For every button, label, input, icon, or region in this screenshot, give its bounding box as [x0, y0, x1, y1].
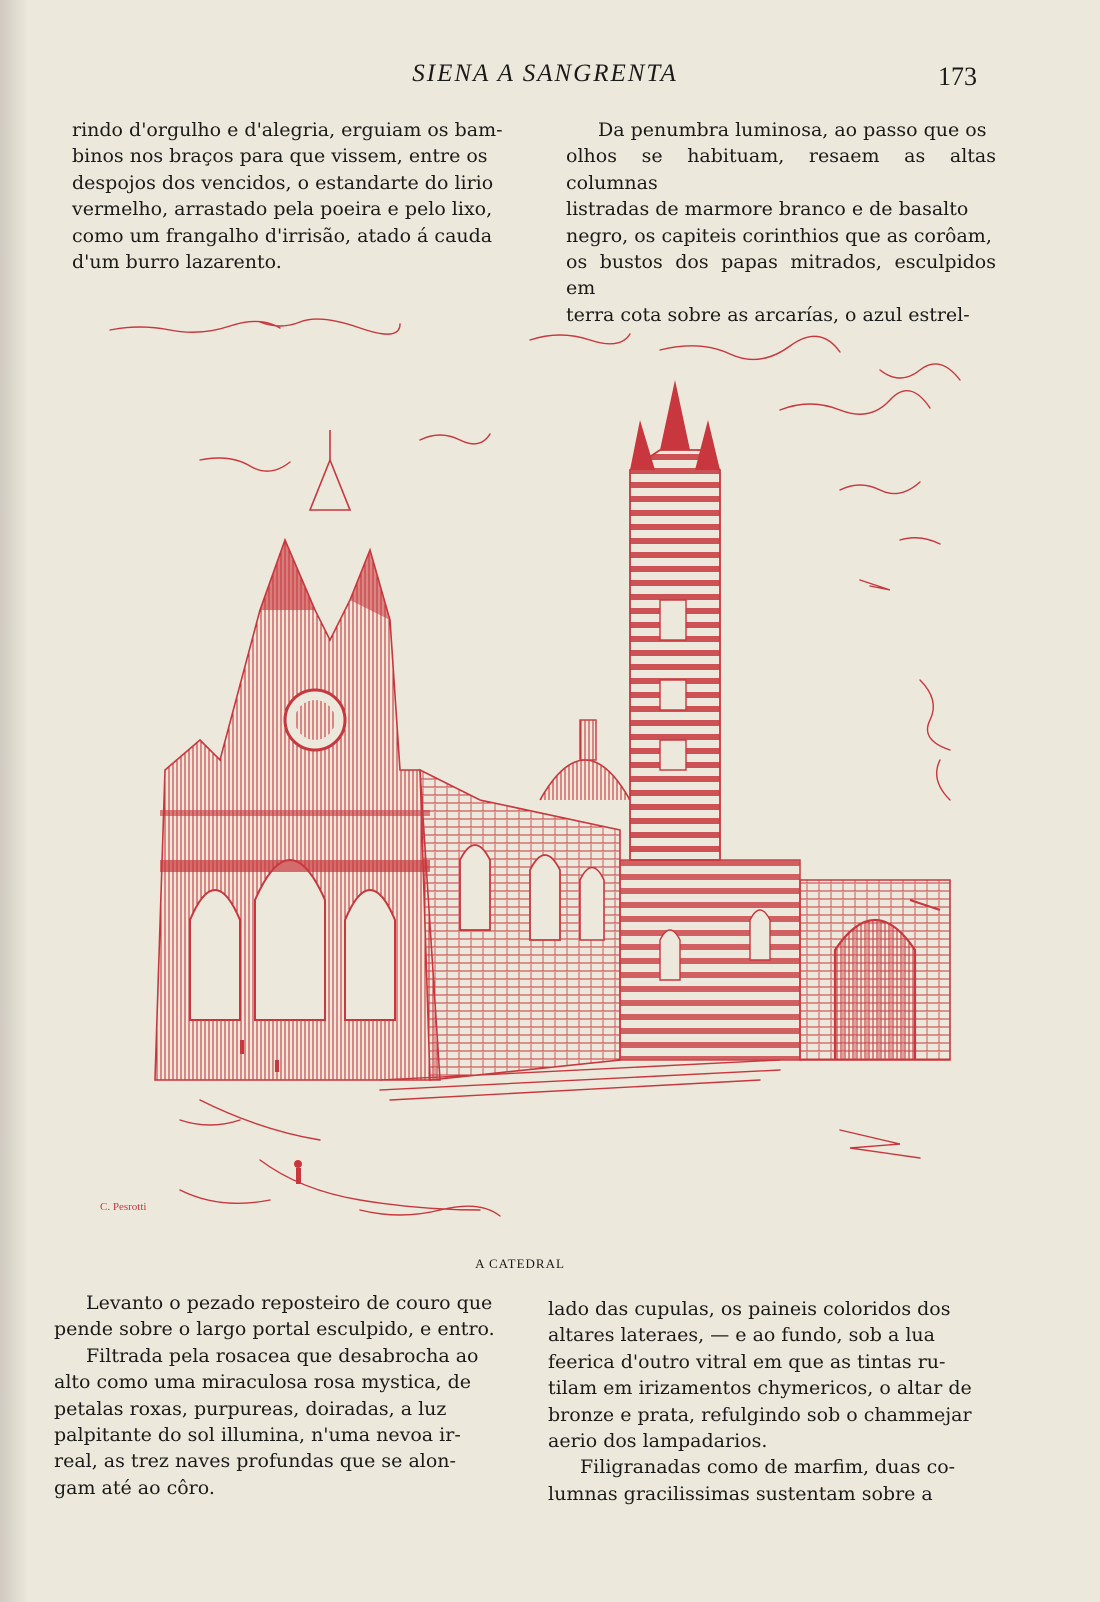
cathedral-dome	[540, 720, 630, 800]
artist-signature: C. Pesrotti	[100, 1201, 147, 1213]
text-line: gam até ao côro.	[54, 1476, 215, 1499]
text-line: olhos se habituam, resaem as altas columnas	[566, 145, 996, 194]
figure-caption: A CATEDRAL	[475, 1256, 565, 1271]
text-line: Filigranadas como de marfim, duas co-	[580, 1456, 956, 1479]
text-line: como um frangalho d'irrisão, atado á cauda	[72, 224, 493, 247]
text-line: os bustos dos papas mitrados, esculpidos em	[566, 251, 996, 300]
steps-and-ground	[180, 1060, 920, 1216]
top-left-column	[72, 117, 522, 275]
text-line: altares lateraes, — e ao fundo, sob a lua	[548, 1324, 935, 1347]
text-line: Filtrada pela rosacea que desabrocha ao	[86, 1344, 479, 1367]
text-line: real, as trez naves profundas que se alon-	[54, 1450, 456, 1473]
text-line: feerica d'outro vitral em que as tintas ru-	[548, 1350, 946, 1373]
running-title: SIENA A SANGRENTA	[412, 60, 678, 87]
cathedral-facade	[155, 430, 440, 1080]
side-building	[620, 860, 950, 1060]
text-line: despojos dos vencidos, o estandarte do lirio	[72, 171, 494, 194]
text-line: alto como uma miraculosa rosa mystica, de	[54, 1371, 472, 1394]
text-line: binos nos braços para que vissem, entre os	[72, 145, 488, 168]
text-line: Levanto o pezado reposteiro de couro que	[86, 1292, 493, 1314]
text-line: terra cota sobre as arcarías, o azul estrel-	[566, 303, 970, 326]
text-line: Da penumbra luminosa, ao passo que os	[598, 119, 987, 141]
text-line: rindo d'orgulho e d'alegria, erguiam os bam-	[72, 119, 503, 141]
text-line: petalas roxas, purpureas, doiradas, a luz	[54, 1397, 447, 1420]
top-right-column	[566, 117, 996, 328]
text-line: tilam em irizamentos chymericos, o altar de	[548, 1377, 972, 1400]
text-line: palpitante do sol illumina, n'uma nevoa ir-	[54, 1424, 461, 1447]
text-line: lado das cupulas, os paineis coloridos dos	[548, 1298, 951, 1320]
text-line: d'um burro lazarento.	[72, 251, 282, 274]
gutter-shadow	[0, 0, 28, 1602]
cathedral-illustration	[60, 300, 1040, 1230]
bottom-left-column	[54, 1290, 506, 1501]
text-line: aerio dos lampadarios.	[548, 1430, 768, 1453]
text-line: bronze e prata, refulgindo sob o chammejar	[548, 1403, 972, 1426]
cathedral-nave	[420, 770, 620, 1080]
text-line: lumnas gracilissimas sustentam sobre a	[548, 1482, 933, 1505]
bell-tower	[630, 380, 720, 860]
text-line: pende sobre o largo portal esculpido, e entro.	[54, 1318, 495, 1341]
bottom-right-column	[548, 1296, 978, 1507]
text-line: negro, os capiteis corinthios que as corôam,	[566, 224, 992, 247]
text-line: vermelho, arrastado pela poeira e pelo lixo,	[72, 198, 493, 221]
page-number: 173	[938, 62, 977, 91]
text-line: listradas de marmore branco e de basalto	[566, 198, 969, 221]
